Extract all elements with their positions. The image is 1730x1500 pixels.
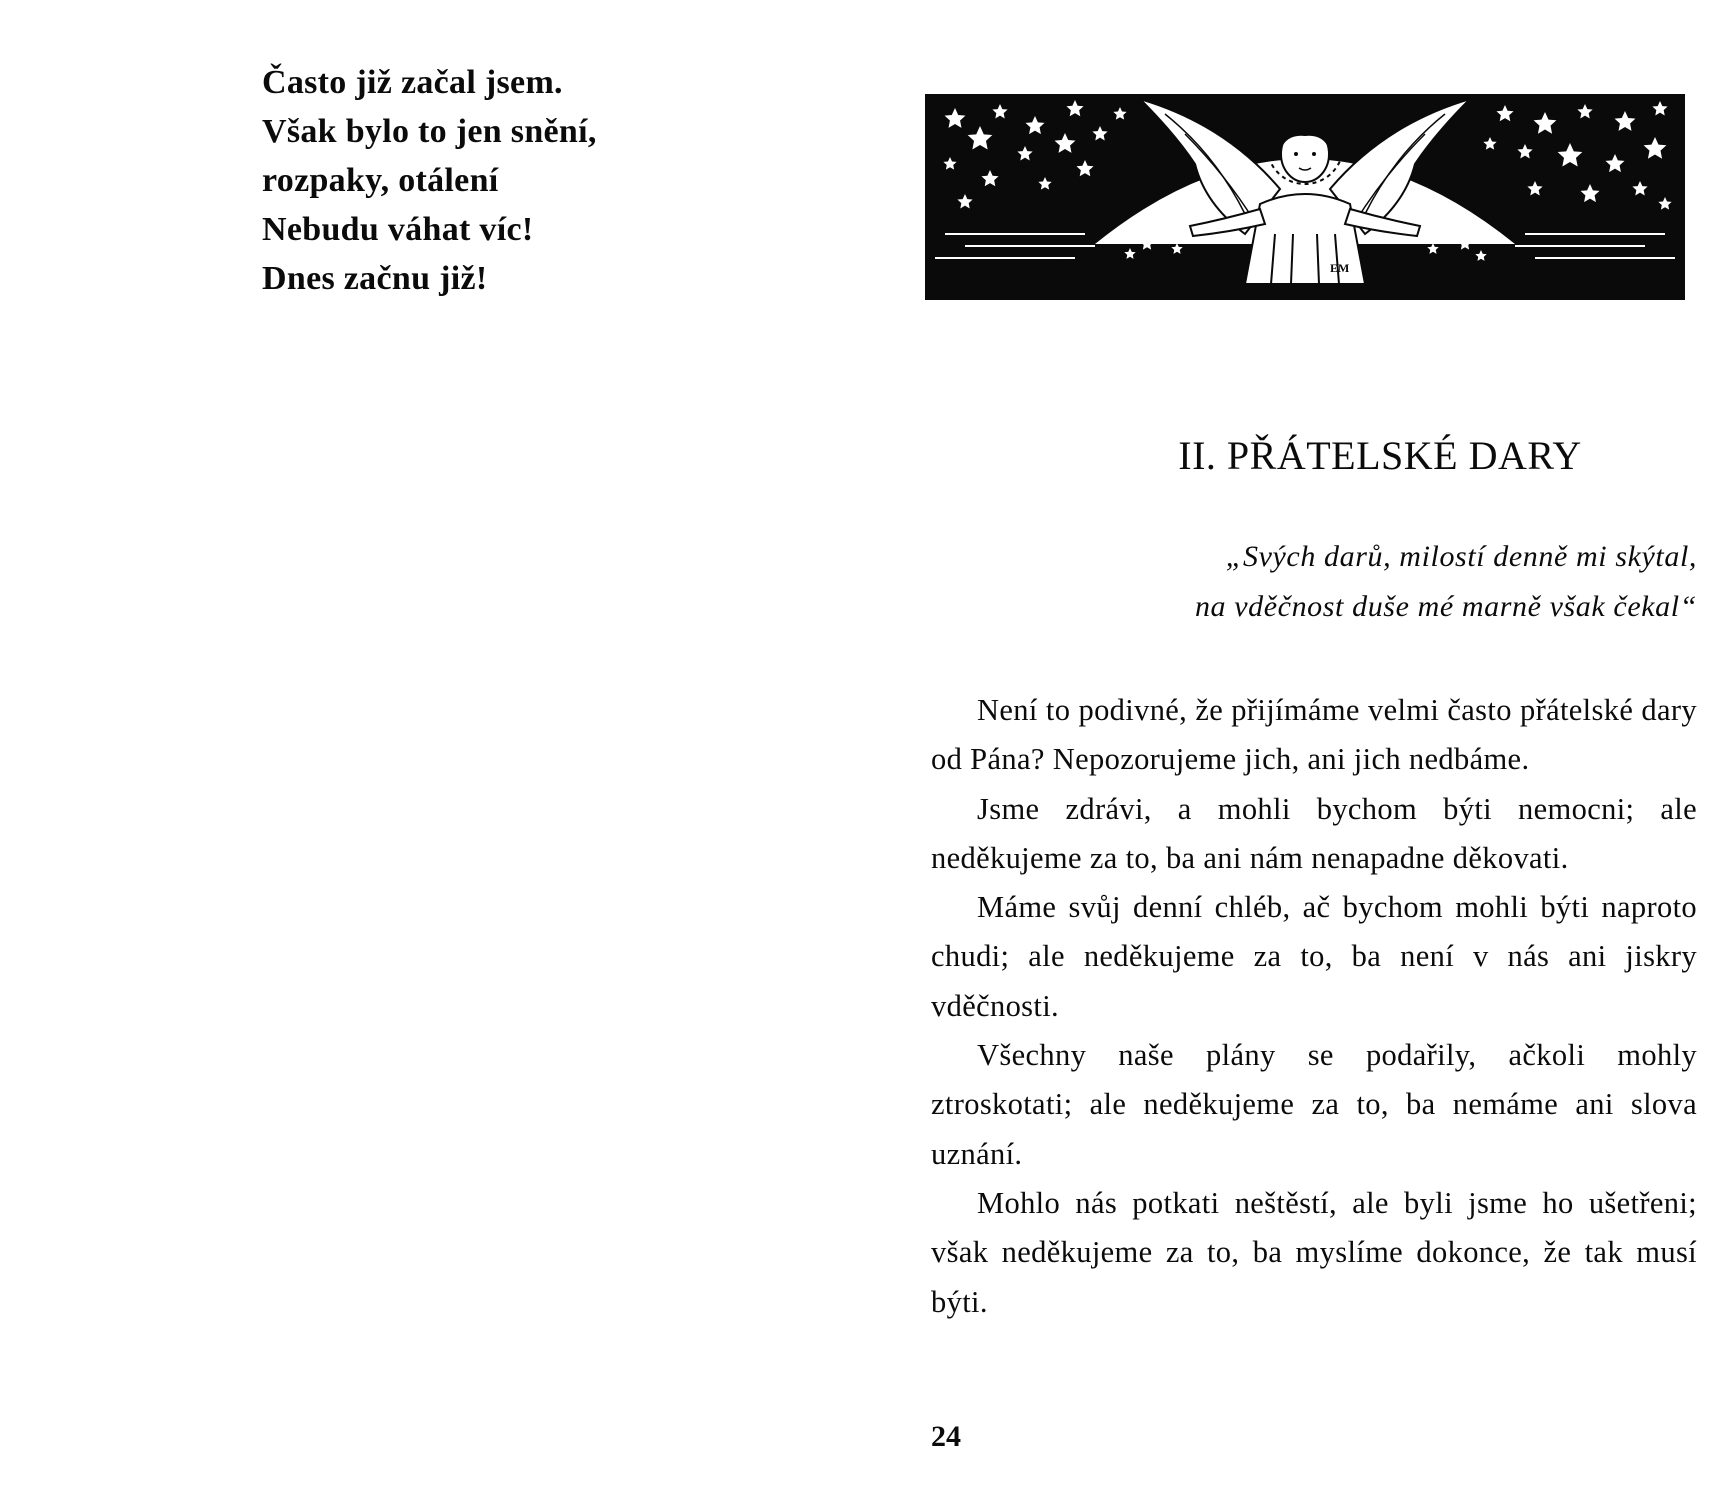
paragraph: Není to podivné, že přijímáme velmi často přátelské dary od Pána? Nepozorujeme jich, ani jich nedbáme.	[931, 693, 1697, 777]
page-number: 24	[931, 1420, 961, 1453]
poem-line: Dnes začnu již!	[262, 260, 488, 297]
epigraph	[925, 532, 1697, 632]
paragraph: Všechny naše plány se podařily, ačkoli mohly ztroskotati; ale neděkujeme za to, ba nemáme ani slova uznání.	[931, 1038, 1697, 1171]
chapter-title: II. PŘÁTELSKÉ DARY	[1178, 433, 1582, 478]
poem-stanza	[262, 58, 822, 303]
poem-line: Nebudu váhat víc!	[262, 211, 534, 248]
poem-line: Však bylo to jen snění,	[262, 113, 597, 150]
epigraph-line: na vděčnost duše mé marně však čekal“	[1194, 590, 1697, 623]
paragraph: Mohlo nás potkati neštěstí, ale byli jsme ho ušetřeni; však neděkujeme za to, ba myslíme dokonce, že tak musí býti.	[931, 1185, 1697, 1319]
angel-with-stars-vignette-icon	[925, 94, 1685, 300]
epigraph-line: „Svých darů, milostí denně mi skýtal,	[1225, 540, 1697, 573]
poem-line: Často již začal jsem.	[262, 64, 563, 101]
chapter-body	[931, 686, 1697, 1327]
poem-line: rozpaky, otálení	[262, 162, 499, 199]
paragraph: Jsme zdrávi, a mohli bychom býti nemocni; ale neděkujeme za to, ba ani nám nenapadne děkovati.	[931, 791, 1697, 875]
paragraph: Máme svůj denní chléb, ač bychom mohli býti naproto chudi; ale neděkujeme za to, ba není v nás ani jiskry vděčnosti.	[931, 890, 1697, 1023]
right-page	[865, 0, 1730, 1500]
illustration-signature: EM	[1330, 261, 1350, 275]
